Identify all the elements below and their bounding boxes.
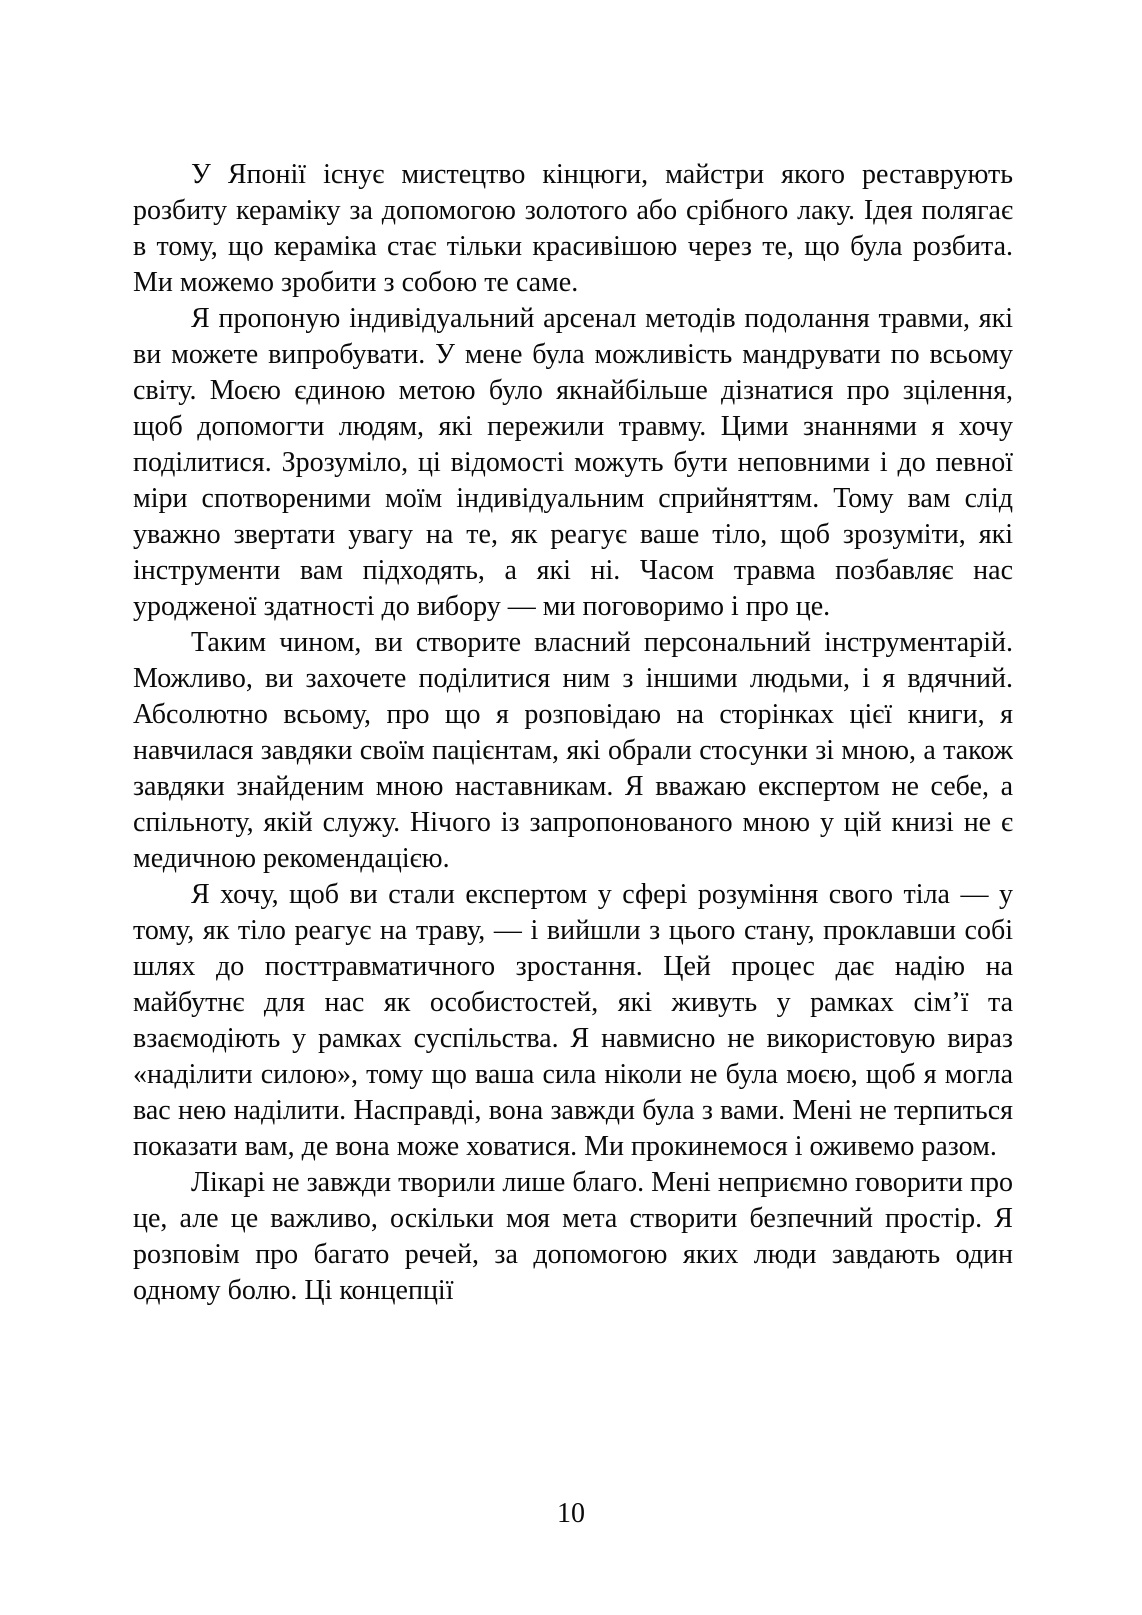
paragraph-toolkit-offer: Я пропоную індивідуальний арсенал методів подолання травми, які ви можете випробувати. У мене була можливість мандрувати по всьому світу. Моєю єдиною метою було якнайбільше дізнатися про зцілення, щоб допомогти людям, які пережили травму. Цими знаннями я хочу поділитися. Зрозуміло, ці відомості можуть бути неповними і до певної міри спотвореними моїм індивідуальним сприйняттям. Тому вам слід уважно звертати увагу на те, як реагує ваше тіло, щоб зрозуміти, які інструменти вам підходять, а які ні. Часом травма позбавляє нас уродженої здатності до вибору — ми поговоримо і про це. <box>133 303 1013 622</box>
paragraph-body-expert: Я хочу, щоб ви стали експертом у сфері розуміння свого тіла — у тому, як тіло реагує на траву, — і вийшли з цього стану, проклавши собі шлях до посттравматичного зростання. Цей процес дає надію на майбутнє для нас як особистостей, які живуть у рамках сім’ї та взаємодіють у рамках суспільства. Я навмисно не використовую вираз «наділити силою», тому що ваша сила ніколи не була моєю, щоб я могла вас нею наділити. Насправді, вона завжди була з вами. Мені не терпиться показати вам, де вона може ховатися. Ми прокинемося і оживемо разом. <box>133 879 1013 1162</box>
paragraph-kintsugi: У Японії існує мистецтво кінцюги, майстри якого реставрують розбиту кераміку за допомогою золотого або срібного лаку. Ідея полягає в тому, що кераміка стає тільки красивішою через те, що була розбита. Ми можемо зробити з собою те саме. <box>133 159 1013 298</box>
body-text <box>133 157 1013 1309</box>
page-number: 10 <box>557 1498 585 1529</box>
paragraph-personal-toolkit: Таким чином, ви створите власний персональний інструментарій. Можливо, ви захочете поділитися ним з іншими людьми, і я вдячний. Абсолютно всьому, про що я розповідаю на сторінках цієї книги, я навчилася завдяки своїм пацієнтам, які обрали стосунки зі мною, а також завдяки знайденим мною наставникам. Я вважаю експертом не себе, а спільноту, якій служу. Нічого із запропонованого мною у цій книзі не є медичною рекомендацією. <box>133 627 1013 874</box>
paragraph-doctors: Лікарі не завжди творили лише благо. Мені неприємно говорити про це, але це важливо, оскільки моя мета створити безпечний простір. Я розповім про багато речей, за допомогою яких люди завдають один одному болю. Ці концепції <box>133 1167 1013 1306</box>
